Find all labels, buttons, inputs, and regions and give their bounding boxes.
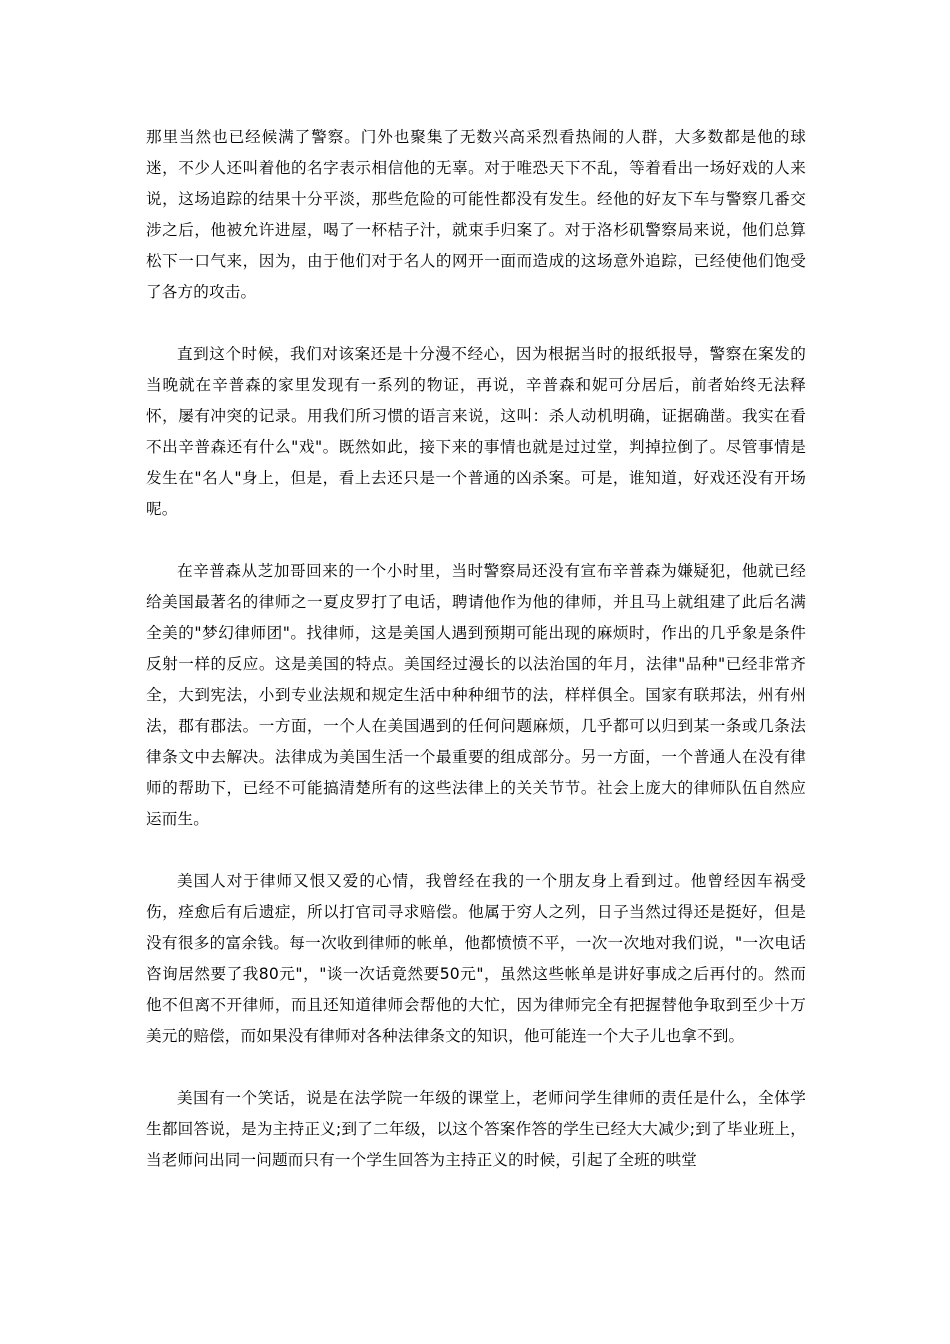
paragraph-1: 那里当然也已经候满了警察。门外也聚集了无数兴高采烈看热闹的人群，大多数都是他的球迷，不少人还叫着他的名字表示相信他的无辜。对于唯恐天下不乱，等着看出一场好戏的人来说，这场追踪的结果十分平淡，那些危险的可能性都没有发生。经他的好友下车与警察几番交涉之后，他被允许进屋，喝了一杯桔子汁，就束手归案了。对于洛杉矶警察局来说，他们总算松下一口气来，因为，由于他们对于名人的网开一面而造成的这场意外追踪，已经使他们饱受了各方的攻击。 xyxy=(146,128,806,301)
paragraph-2: 直到这个时候，我们对该案还是十分漫不经心，因为根据当时的报纸报导，警察在案发的当晚就在辛普森的家里发现有一系列的物证，再说，辛普森和妮可分居后，前者始终无法释怀，屡有冲突的记录。用我们所习惯的语言来说，这叫：杀人动机明确，证据确凿。我实在看不出辛普森还有什么"戏"。既然如此，接下来的事情也就是过过堂，判掉拉倒了。尽管事情是发生在"名人"身上，但是，看上去还只是一个普通的凶杀案。可是，谁知道，好戏还没有开场呢。 xyxy=(146,345,806,518)
paragraph-4: 美国人对于律师又恨又爱的心情，我曾经在我的一个朋友身上看到过。他曾经因车祸受伤，痊愈后有后遗症，所以打官司寻求赔偿。他属于穷人之列，日子当然过得还是挺好，但是没有很多的富余钱。每一次收到律师的帐单，他都愤愤不平，一次一次地对我们说，"一次电话咨询居然要了我80元"，"谈一次话竟然要50元"，虽然这些帐单是讲好事成之后再付的。然而他不但离不开律师，而且还知道律师会帮他的大忙，因为律师完全有把握替他争取到至少十万美元的赔偿，而如果没有律师对各种法律条文的知识，他可能连一个大子儿也拿不到。 xyxy=(146,872,806,1045)
paragraph-5: 美国有一个笑话，说是在法学院一年级的课堂上，老师问学生律师的责任是什么，全体学生都回答说，是为主持正义;到了二年级，以这个答案作答的学生已经大大减少;到了毕业班上，当老师问出同一问题而只有一个学生回答为主持正义的时候，引起了全班的哄堂 xyxy=(146,1089,806,1169)
document-body xyxy=(146,122,806,1207)
paragraph-3: 在辛普森从芝加哥回来的一个小时里，当时警察局还没有宣布辛普森为嫌疑犯，他就已经给美国最著名的律师之一夏皮罗打了电话，聘请他作为他的律师，并且马上就组建了此后名满全美的"梦幻律师团"。找律师，这是美国人遇到预期可能出现的麻烦时，作出的几乎象是条件反射一样的反应。这是美国的特点。美国经过漫长的以法治国的年月，法律"品种"已经非常齐全，大到宪法，小到专业法规和规定生活中种种细节的法，样样俱全。国家有联邦法，州有州法，郡有郡法。一方面，一个人在美国遇到的任何问题麻烦，几乎都可以归到某一条或几条法律条文中去解决。法律成为美国生活一个最重要的组成部分。另一方面，一个普通人在没有律师的帮助下，已经不可能搞清楚所有的这些法律上的关关节节。社会上庞大的律师队伍自然应运而生。 xyxy=(146,562,806,828)
